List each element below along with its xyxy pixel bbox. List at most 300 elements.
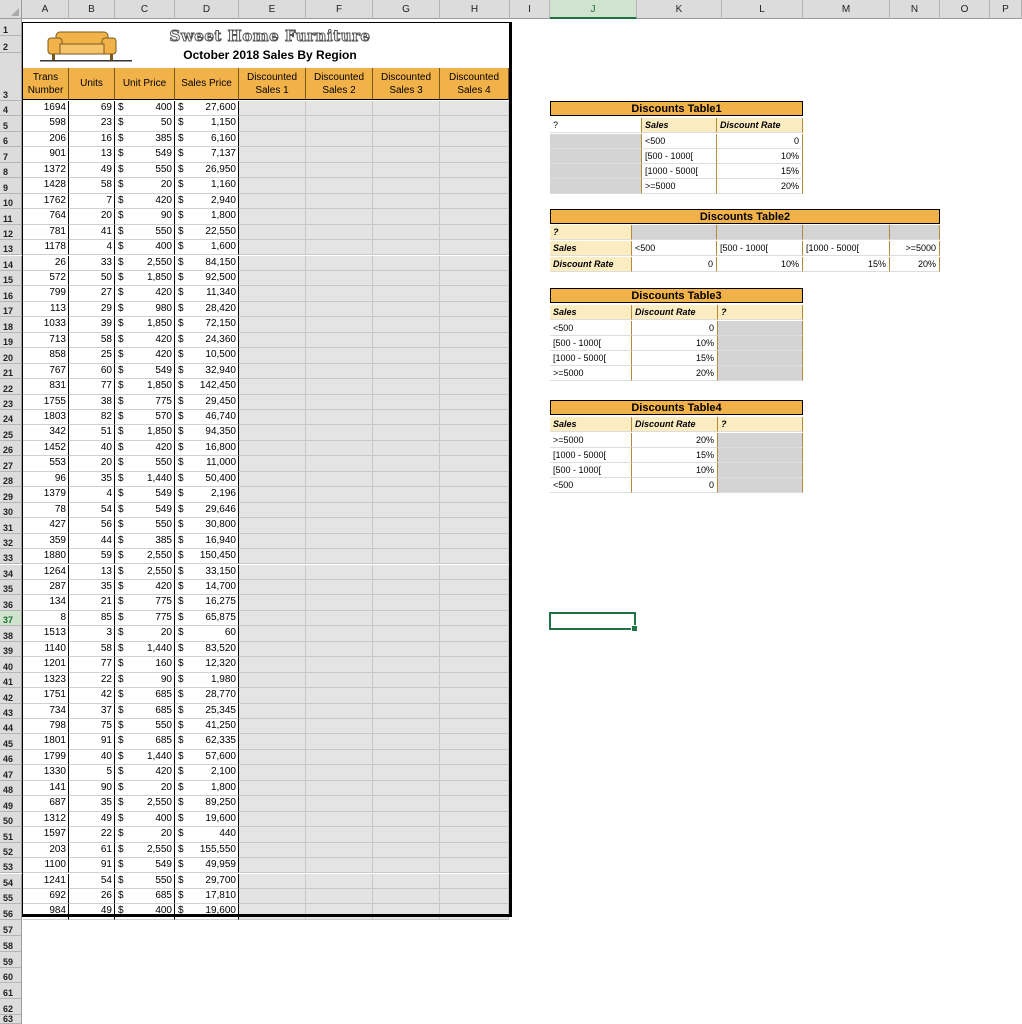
row-header-19[interactable]: 19 [0, 333, 22, 348]
unit-price-cell[interactable] [115, 595, 175, 610]
discounted-sales-2-cell[interactable] [306, 518, 373, 533]
row-header-55[interactable]: 55 [0, 889, 22, 904]
discounted-sales-2-cell[interactable] [306, 874, 373, 889]
discounted-sales-1-cell[interactable] [239, 333, 306, 348]
discounted-sales-3-cell[interactable] [373, 781, 440, 796]
discounted-sales-2-cell[interactable] [306, 286, 373, 301]
trans-number-cell[interactable]: 1241 [23, 874, 69, 889]
units-cell[interactable]: 60 [69, 364, 115, 379]
column-header-d[interactable]: D [175, 0, 239, 19]
discounted-sales-2-cell[interactable] [306, 379, 373, 394]
row-header-29[interactable]: 29 [0, 487, 22, 502]
sales-price-cell[interactable] [175, 178, 239, 193]
discounted-sales-2-cell[interactable] [306, 225, 373, 240]
unit-price-cell[interactable] [115, 827, 175, 842]
trans-number-cell[interactable]: 1880 [23, 549, 69, 564]
sales-price-cell[interactable] [175, 611, 239, 626]
table1-sales-cell[interactable]: [500 - 1000[ [642, 149, 717, 164]
unit-price-cell[interactable] [115, 565, 175, 580]
unit-price-cell[interactable] [115, 348, 175, 363]
discounted-sales-2-cell[interactable] [306, 395, 373, 410]
discounted-sales-2-cell[interactable] [306, 565, 373, 580]
row-header-62[interactable]: 62 [0, 999, 22, 1015]
discounted-sales-2-cell[interactable] [306, 626, 373, 641]
row-header-48[interactable]: 48 [0, 781, 22, 796]
discounted-sales-4-cell[interactable] [440, 765, 509, 780]
discounted-sales-2-cell[interactable] [306, 580, 373, 595]
sales-price-cell[interactable] [175, 827, 239, 842]
discounted-sales-1-cell[interactable] [239, 518, 306, 533]
table3-rate-cell[interactable]: 10% [632, 336, 718, 351]
units-cell[interactable]: 25 [69, 348, 115, 363]
unit-price-cell[interactable] [115, 503, 175, 518]
units-cell[interactable]: 51 [69, 425, 115, 440]
discounted-sales-3-cell[interactable] [373, 642, 440, 657]
sales-price-cell[interactable] [175, 163, 239, 178]
row-header-3[interactable]: 3 [0, 53, 22, 101]
column-header-p[interactable]: P [990, 0, 1022, 19]
sales-price-cell[interactable] [175, 302, 239, 317]
row-header-2[interactable]: 2 [0, 36, 22, 53]
table2-sales-cell[interactable]: <500 [632, 241, 717, 256]
sales-price-cell[interactable] [175, 425, 239, 440]
sales-price-cell[interactable] [175, 673, 239, 688]
discounted-sales-2-cell[interactable] [306, 456, 373, 471]
discounted-sales-3-cell[interactable] [373, 858, 440, 873]
table3-sales-cell[interactable]: >=5000 [550, 366, 632, 381]
discounted-sales-3-cell[interactable] [373, 518, 440, 533]
discounted-sales-2-cell[interactable] [306, 750, 373, 765]
units-cell[interactable]: 54 [69, 503, 115, 518]
trans-number-cell[interactable]: 1428 [23, 178, 69, 193]
discounted-sales-4-cell[interactable] [440, 904, 509, 919]
table1-input-cell[interactable] [550, 149, 642, 164]
discounted-sales-2-cell[interactable] [306, 271, 373, 286]
row-header-17[interactable]: 17 [0, 302, 22, 317]
sales-price-cell[interactable] [175, 688, 239, 703]
trans-number-cell[interactable]: 1264 [23, 565, 69, 580]
discounted-sales-4-cell[interactable] [440, 256, 509, 271]
discounted-sales-3-cell[interactable] [373, 178, 440, 193]
row-header-63[interactable]: 63 [0, 1015, 22, 1024]
units-cell[interactable]: 40 [69, 750, 115, 765]
discounted-sales-3-cell[interactable] [373, 719, 440, 734]
sales-price-cell[interactable] [175, 348, 239, 363]
row-header-57[interactable]: 57 [0, 920, 22, 936]
table1-header-sales[interactable]: Sales [642, 118, 717, 133]
table4-rate-cell[interactable]: 10% [632, 463, 718, 478]
unit-price-cell[interactable] [115, 240, 175, 255]
units-cell[interactable]: 35 [69, 580, 115, 595]
row-header-34[interactable]: 34 [0, 565, 22, 580]
units-cell[interactable]: 61 [69, 843, 115, 858]
units-cell[interactable]: 4 [69, 240, 115, 255]
discounted-sales-3-cell[interactable] [373, 580, 440, 595]
trans-number-cell[interactable]: 287 [23, 580, 69, 595]
row-header-32[interactable]: 32 [0, 534, 22, 549]
discounted-sales-4-cell[interactable] [440, 719, 509, 734]
discounted-sales-3-cell[interactable] [373, 256, 440, 271]
unit-price-cell[interactable] [115, 441, 175, 456]
table2-rate-cell[interactable]: 10% [717, 257, 803, 272]
discounted-sales-3-cell[interactable] [373, 889, 440, 904]
units-cell[interactable]: 20 [69, 456, 115, 471]
discounted-sales-4-cell[interactable] [440, 240, 509, 255]
unit-price-cell[interactable] [115, 843, 175, 858]
trans-number-cell[interactable]: 1330 [23, 765, 69, 780]
units-cell[interactable]: 29 [69, 302, 115, 317]
discounted-sales-3-cell[interactable] [373, 472, 440, 487]
discounted-sales-4-cell[interactable] [440, 750, 509, 765]
discounted-sales-3-cell[interactable] [373, 364, 440, 379]
row-header-40[interactable]: 40 [0, 657, 22, 672]
unit-price-cell[interactable] [115, 734, 175, 749]
table4-sales-cell[interactable]: >=5000 [550, 433, 632, 448]
discounted-sales-2-cell[interactable] [306, 410, 373, 425]
sales-price-cell[interactable] [175, 750, 239, 765]
trans-number-cell[interactable]: 767 [23, 364, 69, 379]
discounted-sales-3-cell[interactable] [373, 379, 440, 394]
discounted-sales-1-cell[interactable] [239, 843, 306, 858]
discounted-sales-3-cell[interactable] [373, 317, 440, 332]
units-cell[interactable]: 75 [69, 719, 115, 734]
trans-number-cell[interactable]: 1513 [23, 626, 69, 641]
sales-price-cell[interactable] [175, 395, 239, 410]
sales-price-cell[interactable] [175, 333, 239, 348]
units-cell[interactable]: 91 [69, 858, 115, 873]
discounted-sales-3-cell[interactable] [373, 611, 440, 626]
unit-price-cell[interactable] [115, 580, 175, 595]
row-header-18[interactable]: 18 [0, 317, 22, 332]
units-cell[interactable]: 58 [69, 178, 115, 193]
trans-number-cell[interactable]: 798 [23, 719, 69, 734]
discounted-sales-4-cell[interactable] [440, 503, 509, 518]
discounted-sales-4-cell[interactable] [440, 379, 509, 394]
units-cell[interactable]: 59 [69, 549, 115, 564]
discounted-sales-4-cell[interactable] [440, 425, 509, 440]
row-header-35[interactable]: 35 [0, 580, 22, 595]
sales-price-cell[interactable] [175, 101, 239, 116]
table2-sales-cell[interactable]: [1000 - 5000[ [803, 241, 890, 256]
sales-price-cell[interactable] [175, 209, 239, 224]
discounted-sales-4-cell[interactable] [440, 441, 509, 456]
trans-number-cell[interactable]: 1799 [23, 750, 69, 765]
row-header-56[interactable]: 56 [0, 904, 22, 919]
discounted-sales-2-cell[interactable] [306, 132, 373, 147]
sales-price-cell[interactable] [175, 565, 239, 580]
unit-price-cell[interactable] [115, 286, 175, 301]
row-header-24[interactable]: 24 [0, 410, 22, 425]
row-header-6[interactable]: 6 [0, 132, 22, 147]
trans-number-cell[interactable]: 8 [23, 611, 69, 626]
unit-price-cell[interactable] [115, 611, 175, 626]
table4-rate-cell[interactable]: 20% [632, 433, 718, 448]
discounted-sales-4-cell[interactable] [440, 642, 509, 657]
discounted-sales-3-cell[interactable] [373, 456, 440, 471]
table1-rate-cell[interactable]: 15% [717, 164, 803, 179]
discounted-sales-4-cell[interactable] [440, 812, 509, 827]
discounted-sales-2-cell[interactable] [306, 256, 373, 271]
discounted-sales-4-cell[interactable] [440, 101, 509, 116]
column-header-l[interactable]: L [722, 0, 803, 19]
table3-rate-cell[interactable]: 0 [632, 321, 718, 336]
column-header-h[interactable]: H [440, 0, 510, 19]
row-header-13[interactable]: 13 [0, 240, 22, 255]
discounted-sales-2-cell[interactable] [306, 101, 373, 116]
discounted-sales-3-cell[interactable] [373, 565, 440, 580]
discounted-sales-1-cell[interactable] [239, 379, 306, 394]
table1-rate-cell[interactable]: 10% [717, 149, 803, 164]
discounted-sales-4-cell[interactable] [440, 178, 509, 193]
trans-number-cell[interactable]: 134 [23, 595, 69, 610]
sales-price-cell[interactable] [175, 271, 239, 286]
discounted-sales-2-cell[interactable] [306, 194, 373, 209]
discounted-sales-1-cell[interactable] [239, 734, 306, 749]
row-header-31[interactable]: 31 [0, 518, 22, 533]
trans-number-cell[interactable]: 1033 [23, 317, 69, 332]
trans-number-cell[interactable]: 1755 [23, 395, 69, 410]
sales-price-cell[interactable] [175, 904, 239, 919]
table3-sales-cell[interactable]: [1000 - 5000[ [550, 351, 632, 366]
units-cell[interactable]: 35 [69, 796, 115, 811]
unit-price-cell[interactable] [115, 456, 175, 471]
discounted-sales-3-cell[interactable] [373, 549, 440, 564]
trans-number-cell[interactable]: 1694 [23, 101, 69, 116]
row-header-8[interactable]: 8 [0, 163, 22, 178]
trans-number-cell[interactable]: 901 [23, 147, 69, 162]
unit-price-cell[interactable] [115, 719, 175, 734]
unit-price-cell[interactable] [115, 518, 175, 533]
trans-number-cell[interactable]: 984 [23, 904, 69, 919]
row-header-54[interactable]: 54 [0, 874, 22, 889]
unit-price-cell[interactable] [115, 704, 175, 719]
discounted-sales-1-cell[interactable] [239, 704, 306, 719]
row-header-58[interactable]: 58 [0, 936, 22, 952]
discounted-sales-2-cell[interactable] [306, 858, 373, 873]
discounted-sales-2-cell[interactable] [306, 240, 373, 255]
discounted-sales-2-cell[interactable] [306, 734, 373, 749]
discounted-sales-4-cell[interactable] [440, 657, 509, 672]
unit-price-cell[interactable] [115, 626, 175, 641]
discounted-sales-1-cell[interactable] [239, 116, 306, 131]
discounted-sales-3-cell[interactable] [373, 271, 440, 286]
unit-price-cell[interactable] [115, 209, 175, 224]
row-header-28[interactable]: 28 [0, 472, 22, 487]
row-header-15[interactable]: 15 [0, 271, 22, 286]
discounted-sales-1-cell[interactable] [239, 364, 306, 379]
discounted-sales-1-cell[interactable] [239, 425, 306, 440]
row-header-12[interactable]: 12 [0, 225, 22, 240]
trans-number-cell[interactable]: 1801 [23, 734, 69, 749]
discounted-sales-3-cell[interactable] [373, 225, 440, 240]
row-header-60[interactable]: 60 [0, 968, 22, 984]
sales-price-cell[interactable] [175, 256, 239, 271]
discounted-sales-4-cell[interactable] [440, 348, 509, 363]
row-header-10[interactable]: 10 [0, 194, 22, 209]
unit-price-cell[interactable] [115, 642, 175, 657]
discounted-sales-4-cell[interactable] [440, 704, 509, 719]
row-header-5[interactable]: 5 [0, 116, 22, 131]
discounted-sales-1-cell[interactable] [239, 178, 306, 193]
discounted-sales-4-cell[interactable] [440, 889, 509, 904]
sales-price-cell[interactable] [175, 441, 239, 456]
row-header-59[interactable]: 59 [0, 952, 22, 968]
column-header-j[interactable]: J [550, 0, 637, 19]
select-all-corner[interactable] [0, 0, 22, 19]
row-header-43[interactable]: 43 [0, 704, 22, 719]
table2-input-cell[interactable] [803, 225, 890, 240]
sales-price-cell[interactable] [175, 518, 239, 533]
discounted-sales-4-cell[interactable] [440, 843, 509, 858]
sales-price-cell[interactable] [175, 472, 239, 487]
table1-question-cell[interactable]: ? [550, 118, 642, 133]
sales-price-cell[interactable] [175, 889, 239, 904]
discounted-sales-4-cell[interactable] [440, 410, 509, 425]
sales-price-cell[interactable] [175, 286, 239, 301]
table4-input-cell[interactable] [718, 463, 803, 478]
discounted-sales-4-cell[interactable] [440, 565, 509, 580]
units-cell[interactable]: 50 [69, 271, 115, 286]
discounted-sales-2-cell[interactable] [306, 889, 373, 904]
table3-sales-cell[interactable]: [500 - 1000[ [550, 336, 632, 351]
row-header-30[interactable]: 30 [0, 503, 22, 518]
discounted-sales-3-cell[interactable] [373, 734, 440, 749]
row-header-51[interactable]: 51 [0, 827, 22, 842]
units-cell[interactable]: 77 [69, 379, 115, 394]
units-cell[interactable]: 44 [69, 534, 115, 549]
table3-input-cell[interactable] [718, 351, 803, 366]
discounted-sales-4-cell[interactable] [440, 518, 509, 533]
discounted-sales-4-cell[interactable] [440, 827, 509, 842]
discounted-sales-2-cell[interactable] [306, 163, 373, 178]
unit-price-cell[interactable] [115, 549, 175, 564]
discounted-sales-2-cell[interactable] [306, 595, 373, 610]
row-header-7[interactable]: 7 [0, 147, 22, 162]
table4-question-cell[interactable]: ? [718, 417, 803, 432]
row-header-44[interactable]: 44 [0, 719, 22, 734]
units-cell[interactable]: 35 [69, 472, 115, 487]
discounted-sales-1-cell[interactable] [239, 209, 306, 224]
discounted-sales-1-cell[interactable] [239, 487, 306, 502]
discounted-sales-4-cell[interactable] [440, 858, 509, 873]
trans-number-cell[interactable]: 1323 [23, 673, 69, 688]
trans-number-cell[interactable]: 831 [23, 379, 69, 394]
discounted-sales-2-cell[interactable] [306, 333, 373, 348]
discounted-sales-3-cell[interactable] [373, 302, 440, 317]
unit-price-cell[interactable] [115, 194, 175, 209]
table3-input-cell[interactable] [718, 321, 803, 336]
row-header-33[interactable]: 33 [0, 549, 22, 564]
discounted-sales-1-cell[interactable] [239, 286, 306, 301]
row-header-41[interactable]: 41 [0, 673, 22, 688]
units-cell[interactable]: 7 [69, 194, 115, 209]
discounted-sales-1-cell[interactable] [239, 472, 306, 487]
discounted-sales-4-cell[interactable] [440, 147, 509, 162]
sales-price-cell[interactable] [175, 487, 239, 502]
unit-price-cell[interactable] [115, 163, 175, 178]
discounted-sales-2-cell[interactable] [306, 688, 373, 703]
units-cell[interactable]: 26 [69, 889, 115, 904]
discounted-sales-3-cell[interactable] [373, 827, 440, 842]
unit-price-cell[interactable] [115, 796, 175, 811]
discounted-sales-1-cell[interactable] [239, 611, 306, 626]
column-header-c[interactable]: C [115, 0, 175, 19]
discounted-sales-1-cell[interactable] [239, 132, 306, 147]
units-cell[interactable]: 13 [69, 147, 115, 162]
discounted-sales-4-cell[interactable] [440, 225, 509, 240]
discounted-sales-4-cell[interactable] [440, 395, 509, 410]
table1-sales-cell[interactable]: <500 [642, 134, 717, 149]
discounted-sales-2-cell[interactable] [306, 425, 373, 440]
sales-price-cell[interactable] [175, 456, 239, 471]
table2-rate-cell[interactable]: 0 [632, 257, 717, 272]
sales-price-cell[interactable] [175, 719, 239, 734]
unit-price-cell[interactable] [115, 904, 175, 919]
row-header-53[interactable]: 53 [0, 858, 22, 873]
discounted-sales-1-cell[interactable] [239, 549, 306, 564]
trans-number-cell[interactable]: 1803 [23, 410, 69, 425]
column-header-e[interactable]: E [239, 0, 306, 19]
discounted-sales-1-cell[interactable] [239, 626, 306, 641]
discounted-sales-4-cell[interactable] [440, 874, 509, 889]
discounted-sales-1-cell[interactable] [239, 657, 306, 672]
discounted-sales-1-cell[interactable] [239, 147, 306, 162]
trans-number-cell[interactable]: 113 [23, 302, 69, 317]
discounted-sales-3-cell[interactable] [373, 333, 440, 348]
row-header-22[interactable]: 22 [0, 379, 22, 394]
discounted-sales-4-cell[interactable] [440, 163, 509, 178]
table3-sales-cell[interactable]: <500 [550, 321, 632, 336]
discounted-sales-2-cell[interactable] [306, 503, 373, 518]
trans-number-cell[interactable]: 598 [23, 116, 69, 131]
table4-input-cell[interactable] [718, 448, 803, 463]
table2-sales-cell[interactable]: >=5000 [890, 241, 940, 256]
sales-price-cell[interactable] [175, 781, 239, 796]
discounted-sales-3-cell[interactable] [373, 595, 440, 610]
table2-row-sales[interactable]: Sales [550, 241, 632, 256]
units-cell[interactable]: 42 [69, 688, 115, 703]
discounted-sales-2-cell[interactable] [306, 116, 373, 131]
row-header-45[interactable]: 45 [0, 734, 22, 749]
unit-price-cell[interactable] [115, 317, 175, 332]
discounted-sales-2-cell[interactable] [306, 611, 373, 626]
discounted-sales-3-cell[interactable] [373, 704, 440, 719]
unit-price-cell[interactable] [115, 364, 175, 379]
trans-number-cell[interactable]: 687 [23, 796, 69, 811]
column-header-g[interactable]: G [373, 0, 440, 19]
column-header-a[interactable]: A [22, 0, 69, 19]
table3-header-sales[interactable]: Sales [550, 305, 632, 320]
sales-price-cell[interactable] [175, 240, 239, 255]
discounted-sales-1-cell[interactable] [239, 673, 306, 688]
units-cell[interactable]: 23 [69, 116, 115, 131]
row-header-38[interactable]: 38 [0, 626, 22, 641]
discounted-sales-3-cell[interactable] [373, 796, 440, 811]
units-cell[interactable]: 13 [69, 565, 115, 580]
discounted-sales-1-cell[interactable] [239, 240, 306, 255]
discounted-sales-1-cell[interactable] [239, 503, 306, 518]
units-cell[interactable]: 49 [69, 163, 115, 178]
row-header-26[interactable]: 26 [0, 441, 22, 456]
discounted-sales-3-cell[interactable] [373, 194, 440, 209]
discounted-sales-4-cell[interactable] [440, 549, 509, 564]
units-cell[interactable]: 22 [69, 827, 115, 842]
table3-question-cell[interactable]: ? [718, 305, 803, 320]
trans-number-cell[interactable]: 427 [23, 518, 69, 533]
trans-number-cell[interactable]: 799 [23, 286, 69, 301]
sales-price-cell[interactable] [175, 317, 239, 332]
discounted-sales-4-cell[interactable] [440, 611, 509, 626]
